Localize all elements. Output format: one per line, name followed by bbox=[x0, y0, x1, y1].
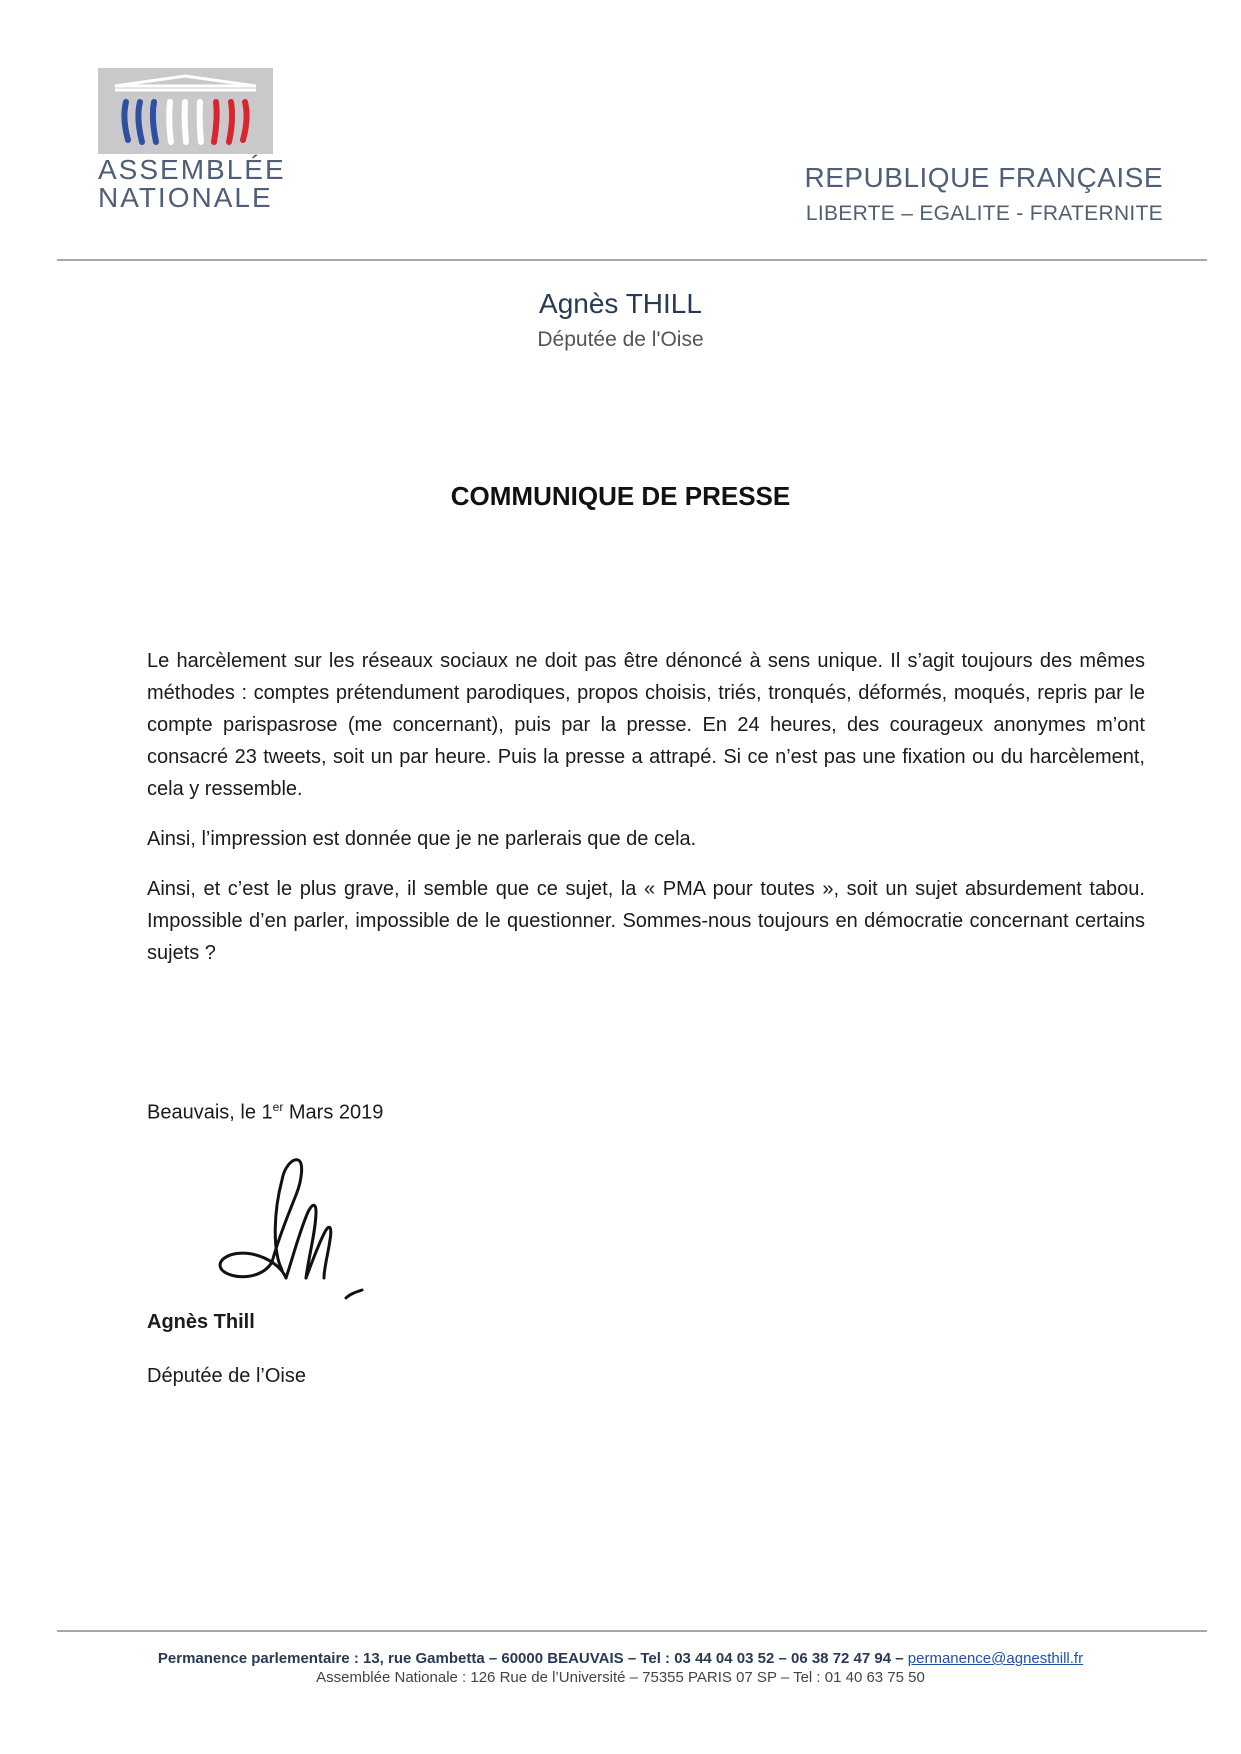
deputy-name: Agnès THILL bbox=[539, 288, 702, 319]
date-line bbox=[147, 1100, 383, 1125]
header-divider bbox=[57, 259, 1207, 261]
deputy-heading bbox=[0, 288, 1241, 352]
hemicycle-icon bbox=[98, 68, 273, 154]
deputy-role: Députée de l'Oise bbox=[537, 328, 704, 351]
footer bbox=[0, 1650, 1241, 1686]
footer-divider bbox=[57, 1630, 1207, 1632]
document-title: COMMUNIQUE DE PRESSE bbox=[450, 481, 791, 511]
republic-motto: LIBERTE – EGALITE - FRATERNITE bbox=[805, 202, 1163, 225]
logo-line-1: ASSEMBLÉE bbox=[98, 154, 286, 185]
footer-line-2: Assemblée Nationale : 126 Rue de l’Université – 75355 PARIS 07 SP – Tel : 01 40 63 75 50 bbox=[316, 1669, 925, 1686]
republic-header bbox=[804, 162, 1163, 226]
assemblee-nationale-logo bbox=[98, 68, 286, 213]
date-prefix: Beauvais, le 1 bbox=[147, 1101, 273, 1124]
signatory-role: Députée de l’Oise bbox=[147, 1365, 306, 1387]
republic-title: REPUBLIQUE FRANÇAISE bbox=[804, 162, 1163, 193]
body-paragraph-1: Le harcèlement sur les réseaux sociaux ne doit pas être dénoncé à sens unique. Il s’agit toujours des mêmes méthodes : comptes prétendument parodiques, propos choisis, triés, tronqués, déformés, moqués, repris par le compte parispasrose (me concernant), puis par la presse. En 24 heures, des courageux anonymes m’ont consacré 23 tweets, soit un par heure. Puis la presse a attrapé. Si ce n’est pas une fixation ou du harcèlement, cela y ressemble. bbox=[147, 650, 1145, 800]
footer-email-link[interactable]: permanence@agnesthill.fr bbox=[907, 1650, 1084, 1667]
body-paragraph-2: Ainsi, l’impression est donnée que je ne parlerais que de cela. bbox=[147, 828, 697, 850]
date-ordinal: er bbox=[272, 1100, 284, 1114]
handwritten-signature bbox=[212, 1150, 392, 1315]
body-paragraph-3: Ainsi, et c’est le plus grave, il semble que ce sujet, la « PMA pour toutes », soit un sujet absurdement tabou. Impossible d’en parler, impossible de le questionner. Sommes-nous toujours en démocratie concernant certains sujets ? bbox=[147, 878, 1145, 964]
date-suffix: Mars 2019 bbox=[283, 1101, 384, 1124]
press-release-body bbox=[147, 645, 1145, 987]
logo-line-2: NATIONALE bbox=[98, 182, 273, 213]
logo-wordmark bbox=[98, 154, 286, 213]
footer-line-1 bbox=[0, 1650, 1241, 1667]
footer-office-address: Permanence parlementaire : 13, rue Gambetta – 60000 BEAUVAIS – Tel : 03 44 04 03 52 – 06 38 72 47 94 – bbox=[157, 1650, 908, 1667]
signatory-name: Agnès Thill bbox=[147, 1311, 255, 1333]
